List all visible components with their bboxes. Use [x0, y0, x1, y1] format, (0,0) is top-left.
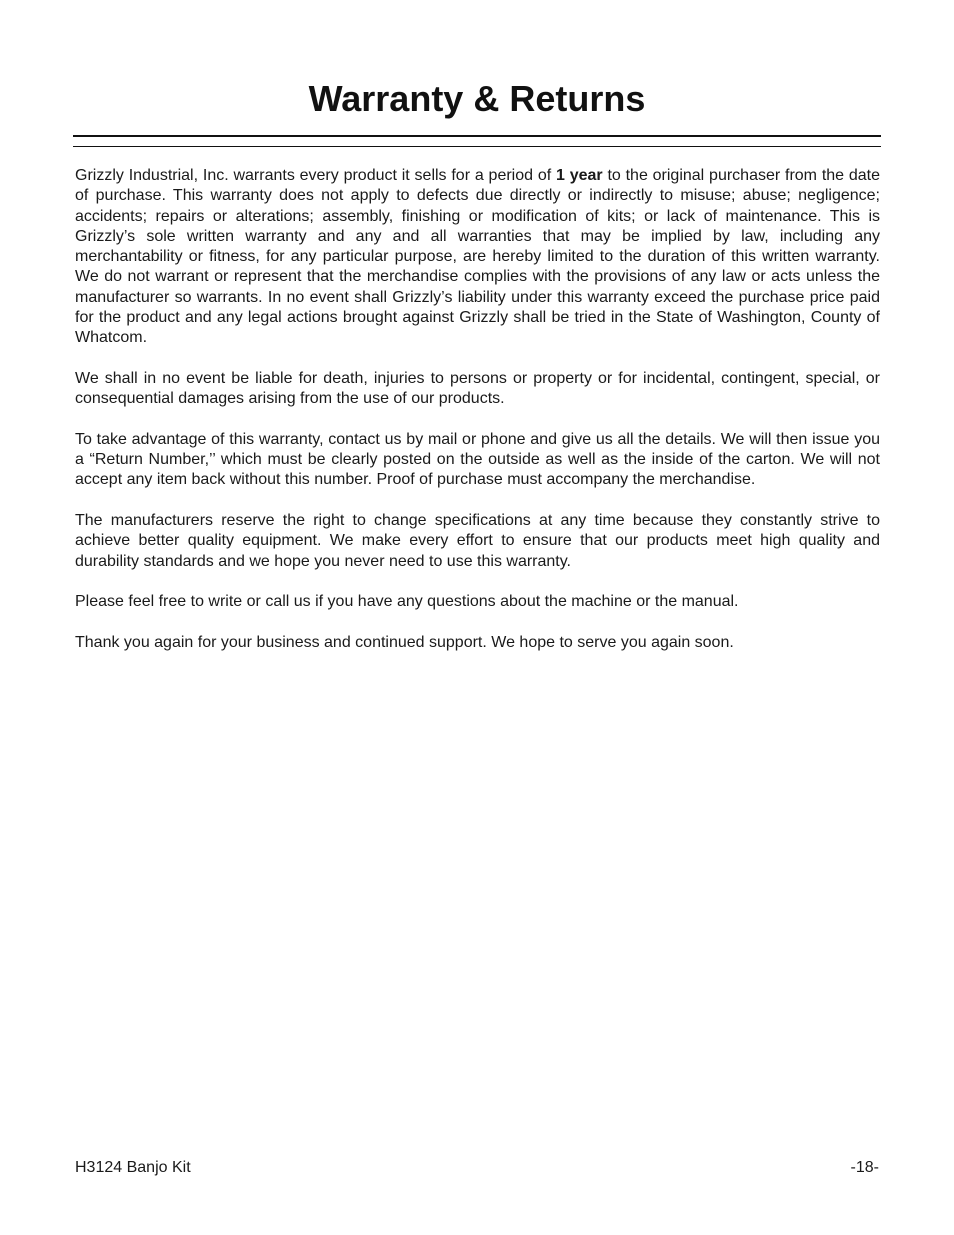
- footer-page-number: -18-: [850, 1159, 879, 1176]
- thank-you-paragraph: Thank you again for your business and continued support. We hope to serve you again soon.: [75, 633, 734, 651]
- page-title: Warranty & Returns: [308, 78, 646, 119]
- warranty-text-rest: to the original purchaser from the date of purchase. This warranty does not apply to defects due directly or indirectly to misuse; abuse; negligence; accidents; repairs or alterations; assembly, finishing or modification of kits; or lack of maintenance. This is Grizzly’s sole written warranty and any and all warranties that may be implied by law, including any merchantability or fitness, for any particular purpose, are hereby limited to the duration of this written warranty. We do not warrant or represent that the merchandise complies with the provisions of any law or acts unless the manufacturer so warrants. In no event shall Grizzly’s liability under this warranty exceed the purchase price paid for the product and any legal actions brought against Grizzly shall be tried in the State of Washington, County of Whatcom.: [75, 167, 881, 347]
- footer-product-name: H3124 Banjo Kit: [75, 1159, 191, 1176]
- liability-paragraph: We shall in no event be liable for death, injuries to persons or property or for incidental, contingent, special, or consequential damages arising from the use of our products.: [75, 369, 880, 408]
- return-paragraph: To take advantage of this warranty, contact us by mail or phone and give us all the details. We will then issue you a “Return Number,’’ which must be clearly posted on the outside as well as the inside of the carton. We will not accept any item back without this number. Proof of purchase must accompany the merchandise.: [75, 430, 880, 489]
- contact-paragraph: Please feel free to write or call us if you have any questions about the machine or the manual.: [75, 593, 739, 611]
- warranty-body: [75, 166, 880, 673]
- warranty-paragraph: [75, 166, 880, 349]
- specifications-paragraph: The manufacturers reserve the right to change specifications at any time because they constantly strive to achieve better quality equipment. We make every effort to ensure that our products meet high quality and durability standards and we hope you never need to use this warranty.: [75, 512, 880, 570]
- warranty-text-start: Grizzly Industrial, Inc. warrants every product it sells for a period of: [75, 167, 556, 184]
- title-double-rule: [73, 135, 881, 147]
- warranty-period: 1 year: [556, 167, 603, 184]
